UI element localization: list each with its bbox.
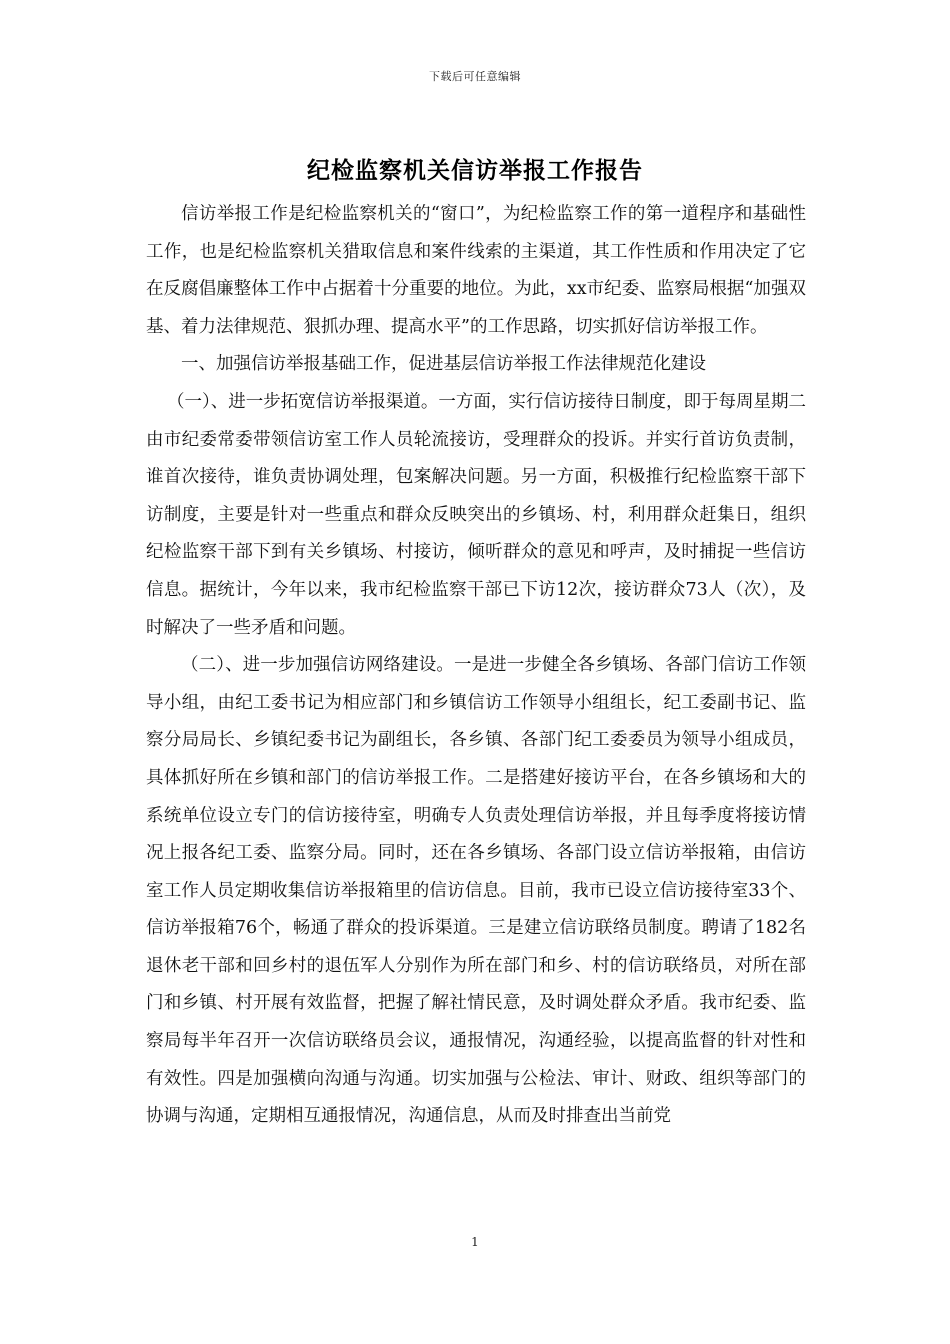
- paragraph-subsection-1: （一）、进一步拓宽信访举报渠道。一方面，实行信访接待日制度，即于每周星期二由市纪委常委带领信访室工作人员轮流接访，受理群众的投诉。并实行首访负责制，谁首次接待，谁负责协调处理，包案解决问题。另一方面，积极推行纪检监察干部下访制度，主要是针对一些重点和群众反映突出的乡镇场、村，利用群众赶集日，组织纪检监察干部下到有关乡镇场、村接访，倾听群众的意见和呼声，及时捕捉一些信访信息。据统计，今年以来，我市纪检监察干部已下访12次，接访群众73人（次），及时解决了一些矛盾和问题。: [146, 391, 806, 638]
- paragraph-intro: 信访举报工作是纪检监察机关的“窗口”，为纪检监察工作的第一道程序和基础性工作，也是纪检监察机关猎取信息和案件线索的主渠道，其工作性质和作用决定了它在反腐倡廉整体工作中占据着十分重要的地位。为此，xx市纪委、监察局根据“加强双基、着力法律规范、狠抓办理、提高水平”的工作思路，切实抓好信访举报工作。: [146, 204, 806, 337]
- header-note: 下载后可任意编辑: [429, 70, 521, 83]
- section-heading-1: 一、加强信访举报基础工作，促进基层信访举报工作法律规范化建设: [181, 354, 706, 375]
- document-title: 纪检监察机关信访举报工作报告: [307, 157, 643, 184]
- document-body: [146, 196, 806, 1136]
- page-number: 1: [471, 1235, 479, 1249]
- paragraph-subsection-2: （二）、进一步加强信访网络建设。一是进一步健全各乡镇场、各部门信访工作领导小组，由纪工委书记为相应部门和乡镇信访工作领导小组组长，纪工委副书记、监察分局局长、乡镇纪委书记为副组长，各乡镇、各部门纪工委委员为领导小组成员，具体抓好所在乡镇和部门的信访举报工作。二是搭建好接访平台，在各乡镇场和大的系统单位设立专门的信访接待室，明确专人负责处理信访举报，并且每季度将接访情况上报各纪工委、监察分局。同时，还在各乡镇场、各部门设立信访举报箱，由信访室工作人员定期收集信访举报箱里的信访信息。目前，我市已设立信访接待室33个、信访举报箱76个，畅通了群众的投诉渠道。三是建立信访联络员制度。聘请了182名退休老干部和回乡村的退伍军人分别作为所在部门和乡、村的信访联络员，对所在部门和乡镇、村开展有效监督，把握了解社情民意，及时调处群众矛盾。我市纪委、监察局每半年召开一次信访联络员会议，通报情况，沟通经验，以提高监督的针对性和有效性。四是加强横向沟通与沟通。切实加强与公检法、审计、财政、组织等部门的协调与沟通，定期相互通报情况，沟通信息，从而及时排查出当前党: [146, 655, 806, 1127]
